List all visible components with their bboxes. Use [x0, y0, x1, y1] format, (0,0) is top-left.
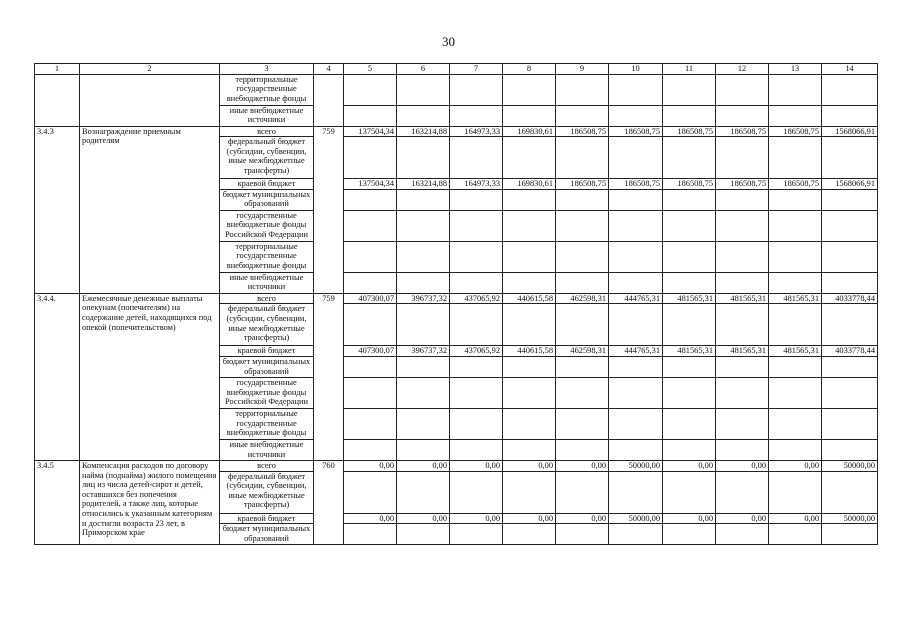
value-cell: 137504,34: [344, 126, 397, 137]
value-cell: [450, 304, 503, 346]
value-cell: [450, 272, 503, 293]
value-cell: 0,00: [716, 460, 769, 471]
value-cell: [344, 524, 397, 545]
value-cell: [503, 241, 556, 272]
item-name: Ежемесячные денежные выплаты опекунам (попечителям) на содержание детей, находящихся под опекой (попечительством): [80, 293, 220, 460]
value-cell: [609, 356, 663, 377]
value-cell: 164973,33: [450, 126, 503, 137]
value-cell: [663, 377, 716, 408]
value-cell: [609, 471, 663, 513]
header-cell: 14: [822, 64, 878, 75]
value-cell: [344, 210, 397, 241]
table-row: [35, 126, 878, 137]
value-cell: [344, 74, 397, 105]
value-cell: [556, 471, 609, 513]
value-cell: [609, 524, 663, 545]
item-code: 3.4.5: [35, 460, 80, 544]
value-cell: 186508,75: [609, 179, 663, 190]
value-cell: [822, 524, 878, 545]
value-cell: 407300,07: [344, 346, 397, 357]
value-cell: 481565,31: [716, 293, 769, 304]
value-cell: [822, 74, 878, 105]
value-cell: 0,00: [769, 460, 822, 471]
value-cell: [663, 471, 716, 513]
table-row: [35, 293, 878, 304]
value-cell: [769, 439, 822, 460]
header-row: [35, 64, 878, 75]
ministry-code: 759: [314, 126, 344, 293]
value-cell: [769, 377, 822, 408]
value-cell: [344, 408, 397, 439]
value-cell: 440615,58: [503, 293, 556, 304]
value-cell: [450, 377, 503, 408]
source-label: территориальные государственные внебюджетные фонды: [220, 74, 314, 105]
value-cell: 481565,31: [769, 346, 822, 357]
source-label: федеральный бюджет (субсидии, субвенции, иные межбюджетные трансферты): [220, 137, 314, 179]
value-cell: [769, 272, 822, 293]
value-cell: [503, 304, 556, 346]
value-cell: 137504,34: [344, 179, 397, 190]
budget-table: [34, 63, 878, 545]
value-cell: 0,00: [769, 513, 822, 524]
value-cell: 0,00: [344, 460, 397, 471]
header-cell: 2: [80, 64, 220, 75]
value-cell: [556, 210, 609, 241]
value-cell: 0,00: [663, 460, 716, 471]
value-cell: [663, 189, 716, 210]
value-cell: [716, 241, 769, 272]
value-cell: [556, 304, 609, 346]
value-cell: [397, 356, 450, 377]
value-cell: [344, 356, 397, 377]
value-cell: [397, 189, 450, 210]
source-label: бюджет муниципальных образований: [220, 356, 314, 377]
source-label: краевой бюджет: [220, 179, 314, 190]
value-cell: [556, 189, 609, 210]
value-cell: 4033778,44: [822, 346, 878, 357]
value-cell: [663, 210, 716, 241]
header-cell: 10: [609, 64, 663, 75]
value-cell: [609, 210, 663, 241]
value-cell: 169830,61: [503, 126, 556, 137]
value-cell: [344, 105, 397, 126]
value-cell: [609, 408, 663, 439]
value-cell: [503, 471, 556, 513]
value-cell: [663, 241, 716, 272]
value-cell: [663, 408, 716, 439]
value-cell: [716, 524, 769, 545]
value-cell: [450, 408, 503, 439]
value-cell: [769, 210, 822, 241]
value-cell: [663, 272, 716, 293]
value-cell: 481565,31: [716, 346, 769, 357]
source-label: государственные внебюджетные фонды Российской Федерации: [220, 377, 314, 408]
value-cell: 481565,31: [663, 346, 716, 357]
header-cell: 9: [556, 64, 609, 75]
value-cell: [822, 439, 878, 460]
value-cell: 396737,32: [397, 293, 450, 304]
source-label: всего: [220, 460, 314, 471]
value-cell: [450, 137, 503, 179]
value-cell: [556, 439, 609, 460]
value-cell: [663, 304, 716, 346]
value-cell: [450, 524, 503, 545]
value-cell: [503, 408, 556, 439]
value-cell: [609, 439, 663, 460]
header-cell: 5: [344, 64, 397, 75]
value-cell: [609, 189, 663, 210]
item-name-cell: [80, 74, 220, 126]
value-cell: [609, 377, 663, 408]
value-cell: [397, 439, 450, 460]
value-cell: 0,00: [344, 513, 397, 524]
value-cell: 186508,75: [663, 126, 716, 137]
value-cell: 407300,07: [344, 293, 397, 304]
source-label: иные внебюджетные источники: [220, 272, 314, 293]
value-cell: 1568066,91: [822, 126, 878, 137]
value-cell: [716, 210, 769, 241]
source-label: территориальные государственные внебюджетные фонды: [220, 408, 314, 439]
value-cell: [344, 241, 397, 272]
value-cell: [769, 189, 822, 210]
value-cell: [609, 304, 663, 346]
header-cell: 8: [503, 64, 556, 75]
item-name: Компенсация расходов по договору найма (поднайма) жилого помещения лиц из числа детей-сирот и детей, оставшихся без попечения родителей, а также лиц, которые относились к указанным категориям и достигли возраста 23 лет, в Приморском крае: [80, 460, 220, 544]
value-cell: [344, 471, 397, 513]
value-cell: [556, 356, 609, 377]
value-cell: [556, 408, 609, 439]
value-cell: [663, 356, 716, 377]
value-cell: [450, 439, 503, 460]
value-cell: [503, 74, 556, 105]
ministry-code: 759: [314, 293, 344, 460]
value-cell: [609, 74, 663, 105]
value-cell: [556, 377, 609, 408]
value-cell: [344, 377, 397, 408]
value-cell: [716, 377, 769, 408]
value-cell: 0,00: [450, 460, 503, 471]
item-name: Вознаграждение приемным родителям: [80, 126, 220, 293]
value-cell: [769, 74, 822, 105]
value-cell: [503, 105, 556, 126]
value-cell: [663, 105, 716, 126]
value-cell: 186508,75: [556, 179, 609, 190]
source-label: бюджет муниципальных образований: [220, 524, 314, 545]
value-cell: [822, 304, 878, 346]
value-cell: [397, 105, 450, 126]
item-code: 3.4.4.: [35, 293, 80, 460]
value-cell: [397, 74, 450, 105]
value-cell: [503, 189, 556, 210]
value-cell: [450, 105, 503, 126]
value-cell: 186508,75: [556, 126, 609, 137]
value-cell: [450, 210, 503, 241]
value-cell: [503, 524, 556, 545]
value-cell: 1568066,91: [822, 179, 878, 190]
value-cell: 0,00: [397, 460, 450, 471]
value-cell: [503, 439, 556, 460]
value-cell: [397, 137, 450, 179]
value-cell: [556, 272, 609, 293]
value-cell: [822, 241, 878, 272]
value-cell: [822, 408, 878, 439]
value-cell: [344, 137, 397, 179]
value-cell: [556, 137, 609, 179]
value-cell: [716, 356, 769, 377]
value-cell: [450, 471, 503, 513]
value-cell: 186508,75: [716, 126, 769, 137]
source-label: краевой бюджет: [220, 513, 314, 524]
value-cell: [769, 137, 822, 179]
value-cell: 0,00: [503, 513, 556, 524]
value-cell: [556, 105, 609, 126]
value-cell: [663, 74, 716, 105]
value-cell: [663, 439, 716, 460]
table-row: [35, 460, 878, 471]
value-cell: [609, 137, 663, 179]
value-cell: [822, 356, 878, 377]
value-cell: [397, 210, 450, 241]
value-cell: [663, 137, 716, 179]
value-cell: [450, 356, 503, 377]
value-cell: 163214,88: [397, 179, 450, 190]
value-cell: 462598,31: [556, 346, 609, 357]
value-cell: [822, 377, 878, 408]
value-cell: [822, 471, 878, 513]
value-cell: [663, 524, 716, 545]
value-cell: [716, 408, 769, 439]
source-label: всего: [220, 126, 314, 137]
value-cell: 444765,31: [609, 346, 663, 357]
value-cell: 169830,61: [503, 179, 556, 190]
value-cell: [716, 137, 769, 179]
ministry-code: 760: [314, 460, 344, 544]
value-cell: 0,00: [663, 513, 716, 524]
value-cell: [503, 377, 556, 408]
value-cell: [769, 408, 822, 439]
value-cell: [397, 272, 450, 293]
value-cell: 396737,32: [397, 346, 450, 357]
value-cell: [822, 272, 878, 293]
value-cell: [716, 471, 769, 513]
value-cell: [397, 524, 450, 545]
source-label: краевой бюджет: [220, 346, 314, 357]
value-cell: [716, 272, 769, 293]
value-cell: [344, 304, 397, 346]
value-cell: [769, 304, 822, 346]
value-cell: 0,00: [450, 513, 503, 524]
value-cell: 0,00: [397, 513, 450, 524]
header-cell: 12: [716, 64, 769, 75]
value-cell: [822, 189, 878, 210]
value-cell: 50000,00: [609, 460, 663, 471]
value-cell: 462598,31: [556, 293, 609, 304]
value-cell: [822, 105, 878, 126]
value-cell: 186508,75: [769, 126, 822, 137]
item-code-cell: [35, 74, 80, 126]
value-cell: [716, 304, 769, 346]
value-cell: [769, 356, 822, 377]
value-cell: [450, 241, 503, 272]
source-label: иные внебюджетные источники: [220, 439, 314, 460]
value-cell: 50000,00: [822, 513, 878, 524]
source-label: территориальные государственные внебюджетные фонды: [220, 241, 314, 272]
value-cell: 164973,33: [450, 179, 503, 190]
value-cell: [609, 105, 663, 126]
value-cell: [716, 105, 769, 126]
value-cell: 481565,31: [769, 293, 822, 304]
value-cell: [397, 241, 450, 272]
value-cell: [556, 241, 609, 272]
value-cell: 186508,75: [609, 126, 663, 137]
value-cell: [397, 377, 450, 408]
source-label: всего: [220, 293, 314, 304]
value-cell: [556, 74, 609, 105]
value-cell: [397, 471, 450, 513]
value-cell: [344, 189, 397, 210]
value-cell: [344, 439, 397, 460]
value-cell: 50000,00: [609, 513, 663, 524]
value-cell: [556, 524, 609, 545]
value-cell: [609, 241, 663, 272]
value-cell: 437065,92: [450, 346, 503, 357]
value-cell: 440615,58: [503, 346, 556, 357]
value-cell: [450, 189, 503, 210]
value-cell: [397, 304, 450, 346]
source-label: иные внебюджетные источники: [220, 105, 314, 126]
value-cell: [716, 189, 769, 210]
value-cell: 481565,31: [663, 293, 716, 304]
source-label: государственные внебюджетные фонды Российской Федерации: [220, 210, 314, 241]
value-cell: [503, 137, 556, 179]
value-cell: [503, 356, 556, 377]
source-label: федеральный бюджет (субсидии, субвенции, иные межбюджетные трансферты): [220, 304, 314, 346]
value-cell: 50000,00: [822, 460, 878, 471]
value-cell: [503, 210, 556, 241]
value-cell: 163214,88: [397, 126, 450, 137]
source-label: федеральный бюджет (субсидии, субвенции, иные межбюджетные трансферты): [220, 471, 314, 513]
value-cell: [609, 272, 663, 293]
source-label: бюджет муниципальных образований: [220, 189, 314, 210]
value-cell: 0,00: [556, 513, 609, 524]
value-cell: 444765,31: [609, 293, 663, 304]
value-cell: 0,00: [556, 460, 609, 471]
page-number: 30: [442, 34, 455, 49]
value-cell: [822, 210, 878, 241]
value-cell: [716, 74, 769, 105]
value-cell: 186508,75: [716, 179, 769, 190]
value-cell: 186508,75: [769, 179, 822, 190]
value-cell: [344, 272, 397, 293]
value-cell: 4033778,44: [822, 293, 878, 304]
header-cell: 6: [397, 64, 450, 75]
header-cell: 3: [220, 64, 314, 75]
header-cell: 1: [35, 64, 80, 75]
value-cell: 437065,92: [450, 293, 503, 304]
value-cell: 0,00: [716, 513, 769, 524]
value-cell: [716, 439, 769, 460]
value-cell: 186508,75: [663, 179, 716, 190]
ministry-code-cell: [314, 74, 344, 126]
header-cell: 7: [450, 64, 503, 75]
value-cell: [769, 471, 822, 513]
value-cell: [769, 241, 822, 272]
item-code: 3.4.3: [35, 126, 80, 293]
header-cell: 11: [663, 64, 716, 75]
value-cell: 0,00: [503, 460, 556, 471]
header-cell: 4: [314, 64, 344, 75]
continued-row: [35, 74, 878, 105]
value-cell: [822, 137, 878, 179]
value-cell: [397, 408, 450, 439]
header-cell: 13: [769, 64, 822, 75]
value-cell: [769, 524, 822, 545]
value-cell: [769, 105, 822, 126]
value-cell: [503, 272, 556, 293]
value-cell: [450, 74, 503, 105]
